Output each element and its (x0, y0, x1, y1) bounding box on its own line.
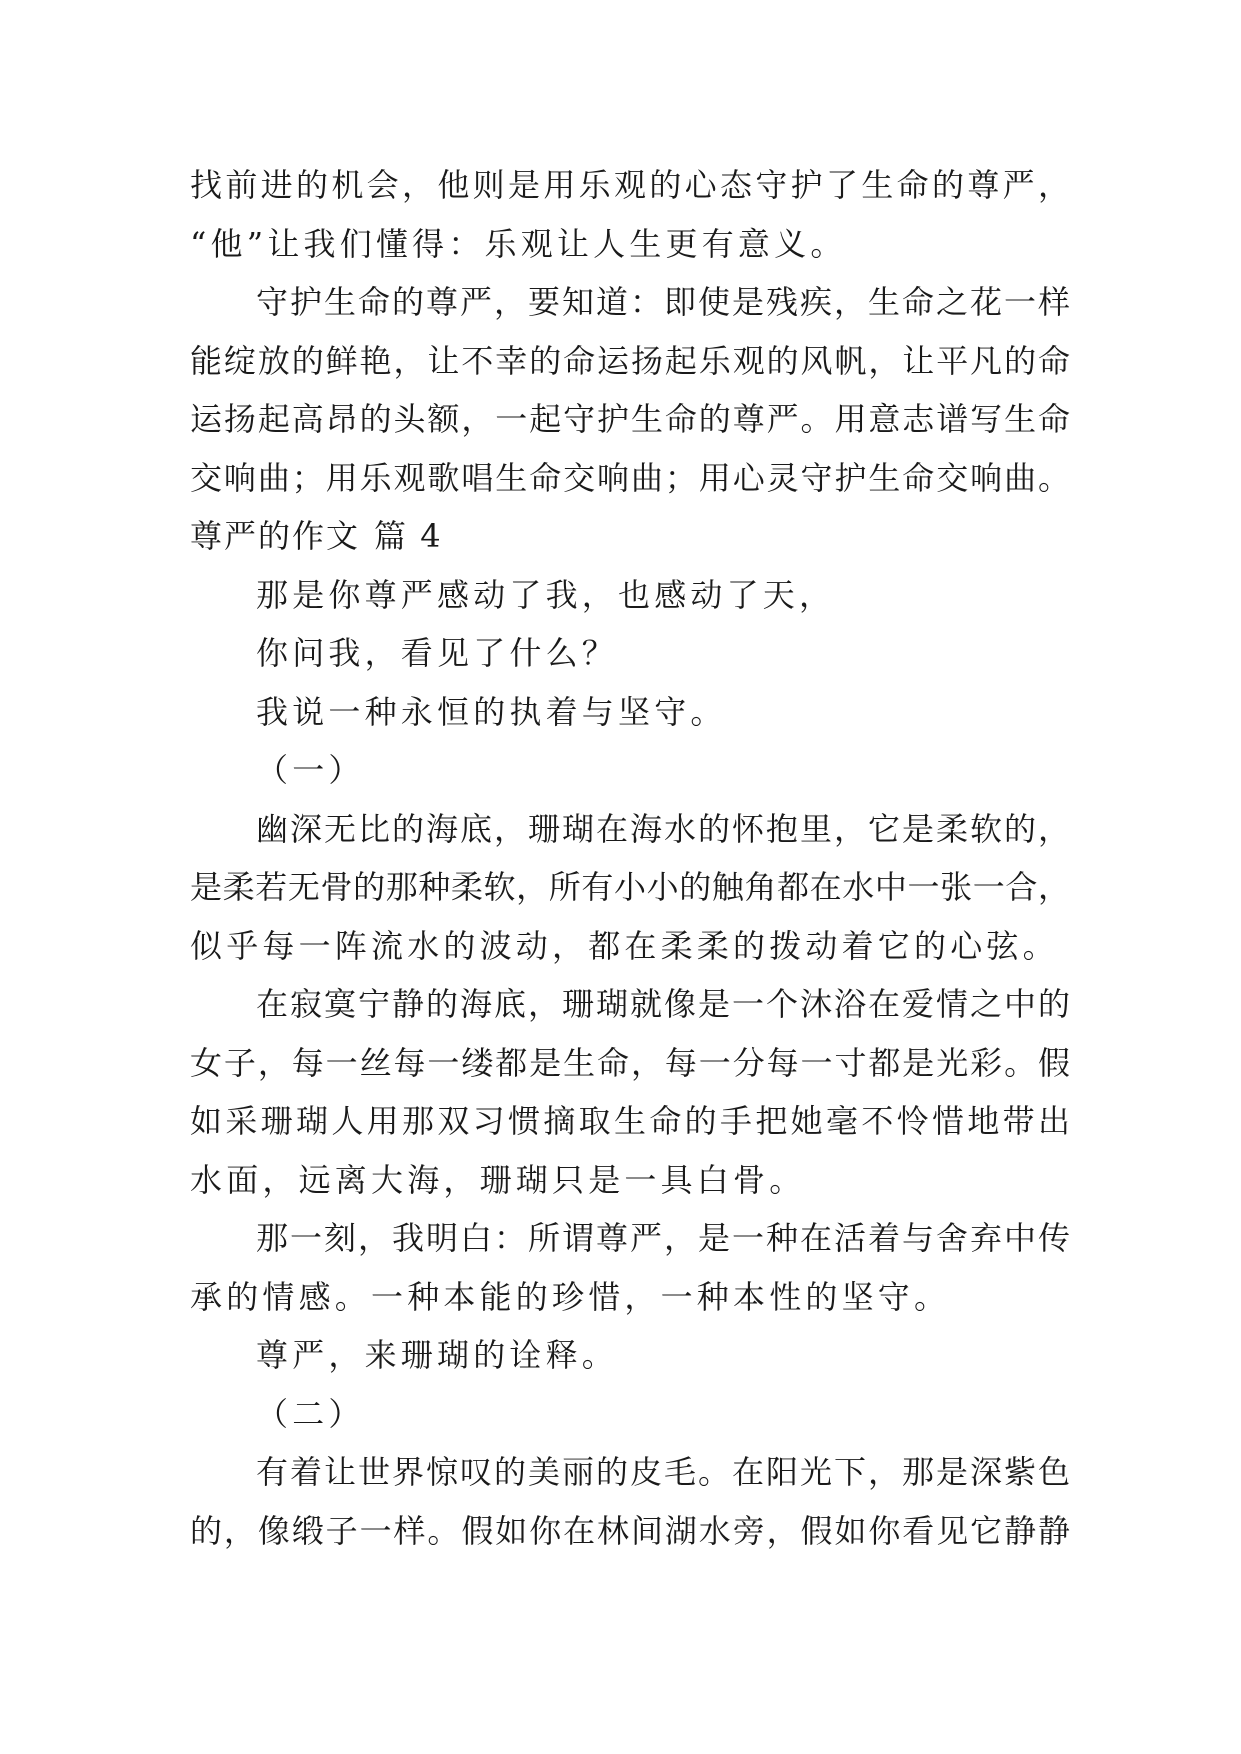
section-number: （一） (256, 751, 365, 789)
paragraph-line: 水面，远离大海，珊瑚只是一具白骨。 (190, 1160, 806, 1199)
section-heading-title: 尊严的作文 (190, 517, 361, 555)
paragraph-line: 那是你尊严感动了我，也感动了天， (256, 575, 836, 614)
paragraph-line: 是柔若无骨的那种柔软，所有小小的触角都在水中一张一合， (190, 868, 1070, 906)
paragraph-line: 找前进的机会，他则是用乐观的心态守护了生命的尊严， (190, 166, 1070, 204)
paragraph-line: 能绽放的鲜艳，让不幸的命运扬起乐观的风帆，让平凡的命 (190, 341, 1070, 380)
paragraph-line: 你问我，看见了什么？ (256, 634, 619, 672)
document-body (190, 156, 1070, 1560)
paragraph-line: 承的情感。一种本能的珍惜，一种本性的坚守。 (190, 1277, 951, 1316)
paragraph-line: 守护生命的尊严，要知道：即使是残疾，生命之花一样 (256, 283, 1070, 321)
paragraph-line: 幽深无比的海底，珊瑚在海水的怀抱里，它是柔软的， (256, 809, 1070, 848)
paragraph-line: 在寂寞宁静的海底，珊瑚就像是一个沐浴在爱情之中的 (256, 985, 1070, 1023)
paragraph-line: 有着让世界惊叹的美丽的皮毛。在阳光下，那是深紫色 (256, 1453, 1070, 1491)
paragraph-line: “他”让我们懂得：乐观让人生更有意义。 (190, 224, 847, 263)
section-number: （二） (256, 1394, 365, 1433)
section-heading-part: 篇 4 (374, 517, 443, 555)
paragraph-line: 女子，每一丝每一缕都是生命，每一分每一寸都是光彩。假 (190, 1043, 1070, 1082)
paragraph-line: 尊严，来珊瑚的诠释。 (256, 1336, 619, 1374)
paragraph-line: 似乎每一阵流水的波动，都在柔柔的拨动着它的心弦。 (190, 926, 1059, 965)
section-heading (190, 507, 1070, 566)
paragraph-line: 如采珊瑚人用那双习惯摘取生命的手把她毫不怜惜地带出 (190, 1102, 1070, 1140)
paragraph-line: 那一刻，我明白：所谓尊严，是一种在活着与舍弃中传 (256, 1219, 1070, 1257)
paragraph-line: 我说一种永恒的执着与坚守。 (256, 692, 727, 731)
paragraph-line: 交响曲；用乐观歌唱生命交响曲；用心灵守护生命交响曲。 (190, 458, 1070, 497)
paragraph-line: 运扬起高昂的头额，一起守护生命的尊严。用意志谱写生命 (190, 400, 1070, 438)
paragraph-line: 的，像缎子一样。假如你在林间湖水旁，假如你看见它静静 (190, 1511, 1070, 1550)
